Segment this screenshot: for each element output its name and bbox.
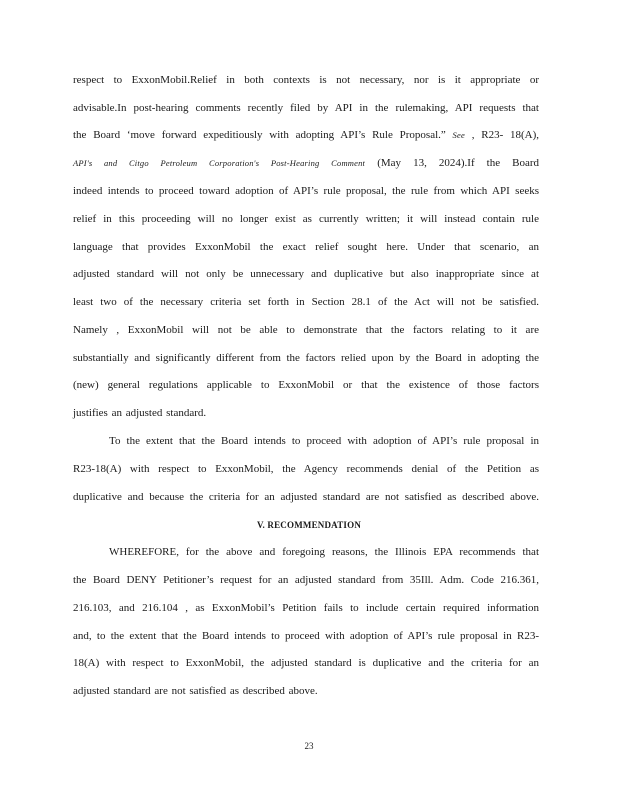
citation-signal: See: [452, 130, 465, 140]
body-text-line: indeed intends to proceed toward adoption of API’s rule proposal, the rule from which API seeks: [73, 185, 539, 197]
body-text-line: duplicative and because the criteria for an adjusted standard are not satisfied as described above.: [73, 491, 539, 503]
body-text-line: adjusted standard are not satisfied as described above.: [73, 685, 318, 697]
body-text-line: Namely , ExxonMobil will not be able to demonstrate that the factors relating to it are: [73, 324, 539, 336]
citation-date: (May 13, 2024).If the Board: [377, 157, 540, 169]
body-text-line: To the extent that the Board intends to proceed with adoption of API’s rule proposal in: [109, 435, 539, 447]
body-text-line: substantially and significantly different from the factors relied upon by the Board in adopting the: [73, 352, 539, 364]
body-text-line: justifies an adjusted standard.: [73, 407, 207, 419]
citation-title: API's and Citgo Petroleum Corporation's Post-Hearing Comment: [73, 158, 366, 168]
body-text-line: [73, 155, 539, 171]
body-text-line: respect to ExxonMobil.Relief in both contexts is not necessary, nor is it appropriate or: [73, 74, 539, 86]
body-text-line: [73, 127, 539, 143]
body-text-line: (new) general regulations applicable to ExxonMobil or that the existence of those factors: [73, 379, 539, 391]
body-text-line: relief in this proceeding will no longer exist as currently written; it will instead contain rule: [73, 213, 539, 225]
body-text-line: and, to the extent that the Board intends to proceed with adoption of API’s rule proposal in R23-: [73, 630, 539, 642]
body-text-line: 18(A) with respect to ExxonMobil, the adjusted standard is duplicative and the criteria for an: [73, 657, 539, 669]
docket-ref: , R23- 18(A),: [471, 129, 540, 141]
body-text-line: WHEREFORE, for the above and foregoing reasons, the Illinois EPA recommends that: [109, 546, 539, 558]
body-text-line: R23-18(A) with respect to ExxonMobil, the Agency recommends denial of the Petition as: [73, 463, 539, 475]
body-text-line: least two of the necessary criteria set forth in Section 28.1 of the Act will not be satisfied.: [73, 296, 539, 308]
page-number: 23: [304, 741, 314, 751]
body-text-line: advisable.In post-hearing comments recently filed by API in the rulemaking, API requests that: [73, 102, 539, 114]
section-heading: V. RECOMMENDATION: [256, 520, 362, 530]
body-text-line: adjusted standard will not only be unnecessary and duplicative but also inappropriate since at: [73, 268, 539, 280]
body-text-line: language that provides ExxonMobil the exact relief sought here. Under that scenario, an: [73, 241, 539, 253]
quote-text: the Board ‘move forward expeditiously with adopting API’s Rule Proposal.”: [73, 129, 446, 141]
body-text-line: the Board DENY Petitioner’s request for an adjusted standard from 35Ill. Adm. Code 216.361,: [73, 574, 539, 586]
body-text-line: 216.103, and 216.104 , as ExxonMobil’s Petition fails to include certain required information: [73, 602, 539, 614]
